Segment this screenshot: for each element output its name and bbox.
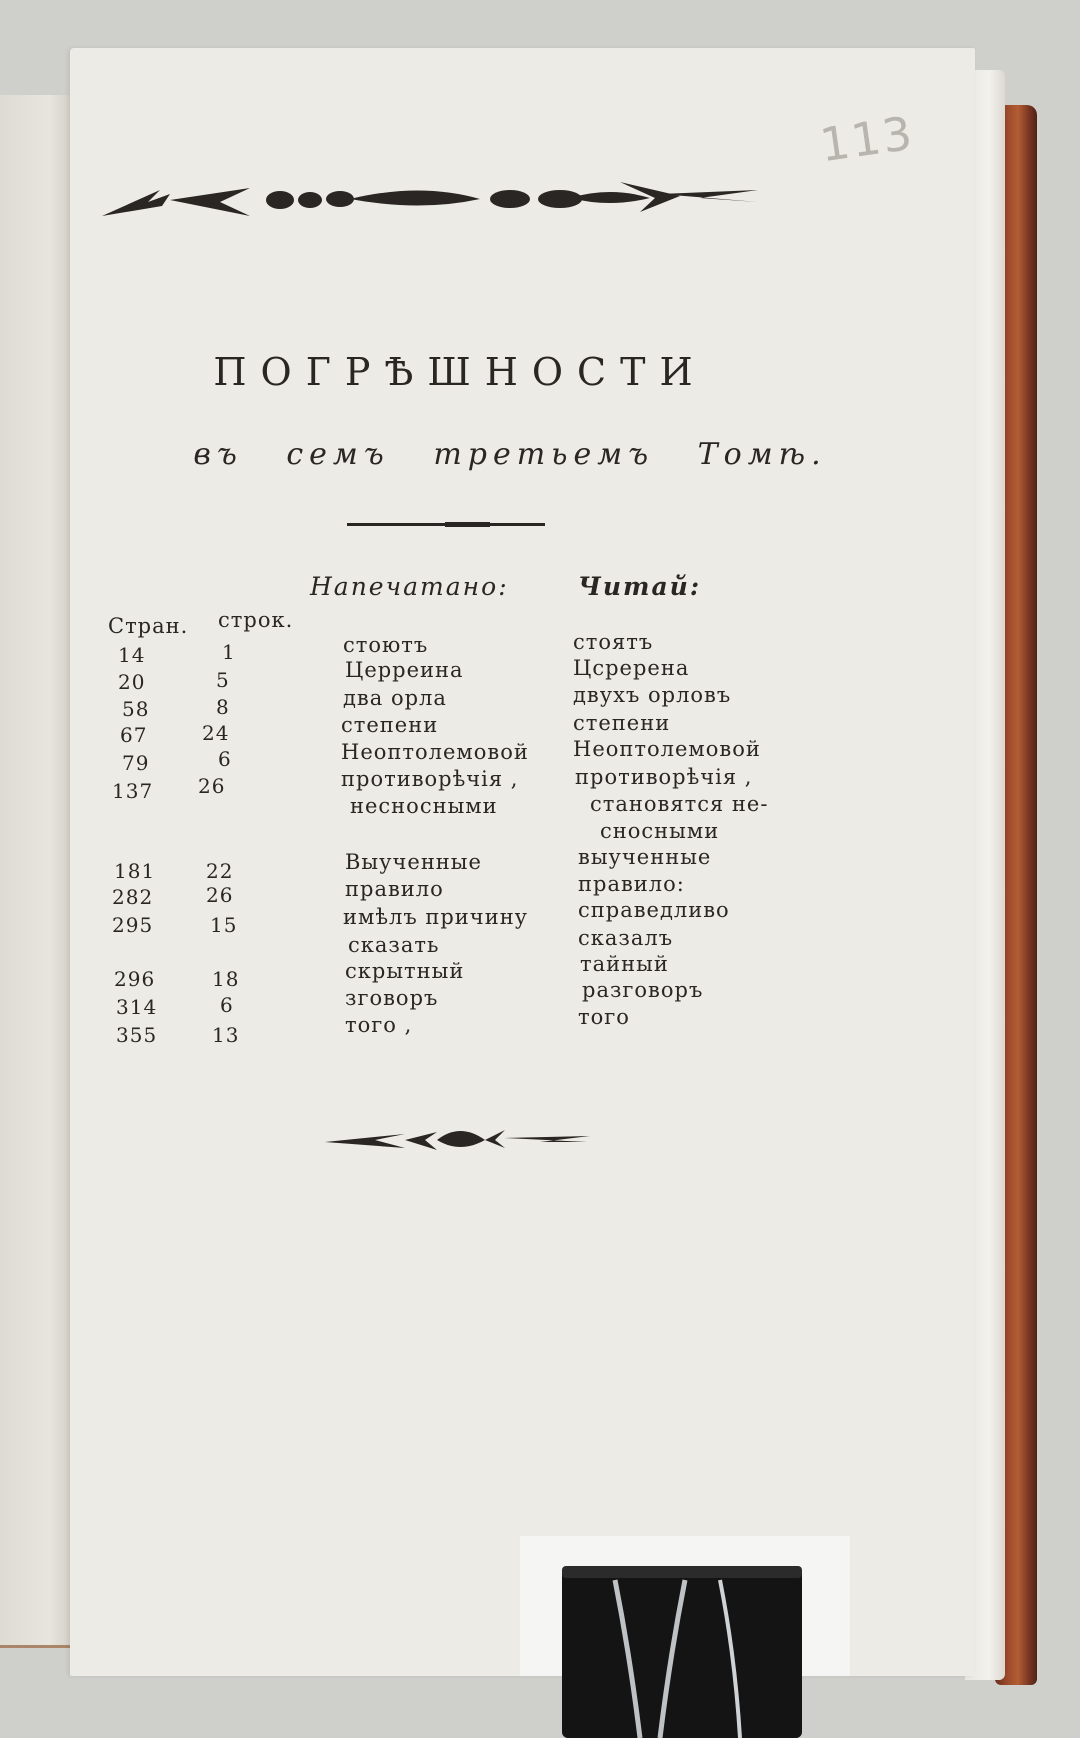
pencil-page-mark: 113 [816, 105, 918, 173]
row-read: того [578, 1005, 630, 1029]
row-line: 15 [210, 913, 238, 937]
row-line: 26 [198, 774, 226, 798]
printed-column-header: Напечатано: [310, 572, 509, 601]
row-line: 5 [216, 668, 230, 692]
row-page: 20 [118, 670, 146, 694]
row-page: 296 [114, 967, 156, 991]
row-page: 355 [116, 1023, 158, 1047]
line-column-header: строк. [218, 608, 294, 632]
row-line: 6 [220, 993, 234, 1017]
row-read: стоятъ [573, 630, 654, 654]
row-page: 314 [116, 995, 158, 1019]
row-printed: Выученные [345, 850, 482, 874]
row-printed: стоютъ [343, 633, 429, 657]
row-printed: зговоръ [345, 986, 439, 1010]
row-printed: два орла [343, 686, 447, 710]
row-printed-cont: сказать [348, 933, 440, 957]
row-read: противорѣчія , [575, 765, 753, 789]
binder-clip [520, 1536, 850, 1738]
row-printed: имѣлъ причину [343, 905, 529, 929]
row-read: правило: [578, 872, 685, 896]
row-page: 67 [120, 723, 148, 747]
row-read: тайный [580, 952, 669, 976]
row-read: справедливо [578, 898, 730, 922]
row-read: Неоптолемовой [573, 737, 761, 761]
row-read-cont: сказалъ [578, 926, 674, 950]
read-column-header: Читай: [578, 572, 702, 601]
row-page: 58 [122, 697, 150, 721]
row-printed: противорѣчія , [341, 767, 519, 791]
row-line: 24 [202, 721, 230, 745]
page-subtitle: въ семъ третьемъ Томѣ. [193, 437, 827, 472]
row-printed: Неоптолемовой [341, 740, 529, 764]
row-printed-cont: несносными [350, 794, 498, 818]
page-column-header: Стран. [108, 614, 189, 638]
row-line: 18 [212, 967, 240, 991]
left-page-edge [0, 95, 70, 1648]
row-read-cont: становятся не- [590, 792, 769, 816]
page-title: ПОГРѢШНОСТИ [213, 350, 707, 394]
row-line: 26 [206, 883, 234, 907]
row-line: 13 [212, 1023, 240, 1047]
row-page: 282 [112, 885, 154, 909]
row-printed: правило [345, 877, 444, 901]
row-page: 295 [112, 913, 154, 937]
row-page: 137 [112, 779, 154, 803]
top-ornament [100, 172, 760, 224]
row-printed: Церреина [345, 658, 464, 682]
row-page: 181 [114, 859, 156, 883]
row-read: разговоръ [582, 978, 704, 1002]
row-read: двухъ орловъ [573, 683, 732, 707]
row-page: 14 [118, 643, 146, 667]
title-rule [347, 523, 545, 526]
row-printed: степени [341, 713, 439, 737]
row-line: 22 [206, 859, 234, 883]
row-printed: того , [345, 1013, 413, 1037]
row-read: Цcререна [573, 656, 690, 680]
row-read: выученные [578, 845, 712, 869]
row-line: 6 [218, 747, 232, 771]
row-printed: скрытный [345, 959, 465, 983]
row-read-cont: сносными [600, 819, 720, 843]
row-line: 8 [216, 695, 230, 719]
bottom-ornament [325, 1120, 590, 1156]
row-read: степени [573, 711, 671, 735]
row-page: 79 [122, 751, 150, 775]
row-line: 1 [222, 640, 236, 664]
